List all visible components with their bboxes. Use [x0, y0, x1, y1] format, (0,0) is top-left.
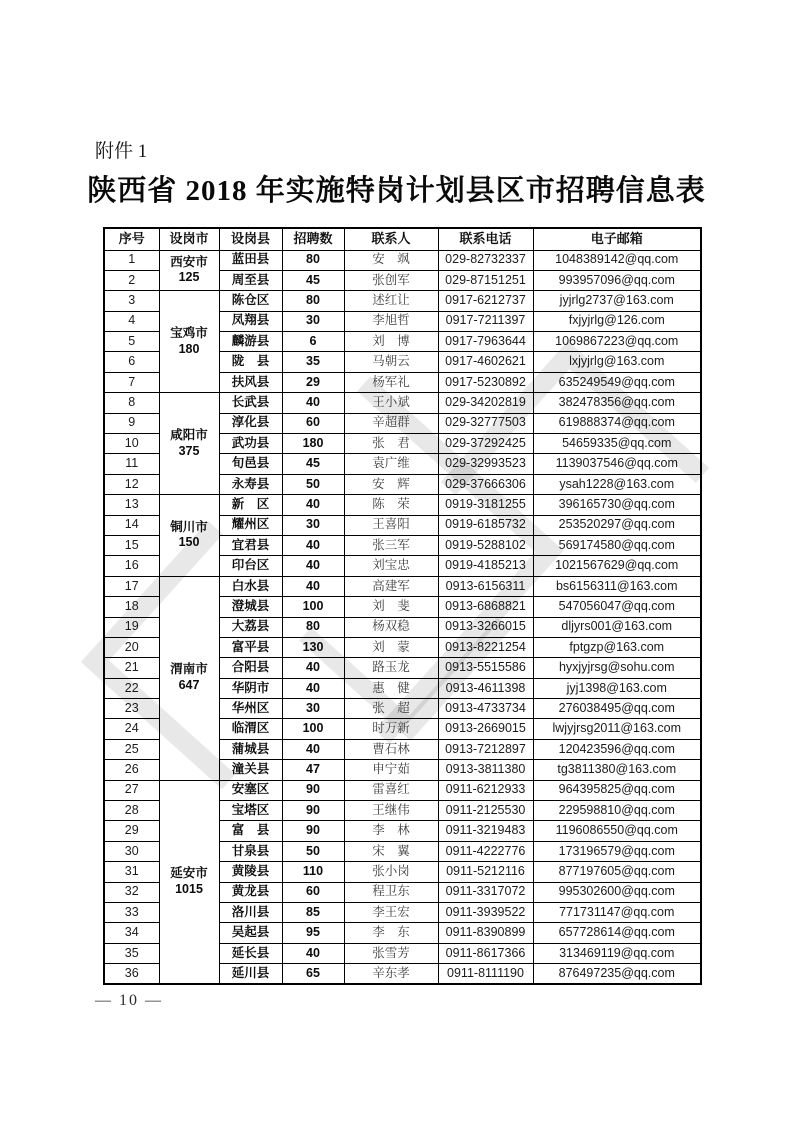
- cell-row-number: 12: [104, 474, 159, 494]
- cell-contact: 王喜阳: [344, 515, 438, 535]
- cell-count: 80: [282, 291, 344, 311]
- city-total: 375: [178, 443, 200, 458]
- page-title: 陕西省 2018 年实施特岗计划县区市招聘信息表: [87, 175, 706, 207]
- cell-phone: 0919-5288102: [438, 535, 533, 555]
- cell-email: hyxjyjrsg@sohu.com: [533, 658, 701, 678]
- cell-row-number: 22: [104, 678, 159, 698]
- cell-county: 蓝田县: [219, 250, 282, 270]
- cell-email: lwjyjrsg2011@163.com: [533, 719, 701, 739]
- cell-phone: 0911-2125530: [438, 801, 533, 821]
- cell-phone: 0911-8617366: [438, 943, 533, 963]
- cell-contact: 李 东: [344, 923, 438, 943]
- cell-contact: 张 君: [344, 434, 438, 454]
- cell-phone: 0913-7212897: [438, 739, 533, 759]
- header-phone: 联系电话: [438, 228, 533, 250]
- cell-phone: 0913-6868821: [438, 597, 533, 617]
- cell-email: fptgzp@163.com: [533, 637, 701, 657]
- cell-row-number: 3: [104, 291, 159, 311]
- cell-count: 50: [282, 474, 344, 494]
- cell-count: 90: [282, 821, 344, 841]
- cell-city-group: [159, 495, 219, 577]
- cell-contact: 王小斌: [344, 393, 438, 413]
- city-total: 150: [178, 535, 200, 550]
- cell-email: 635249549@qq.com: [533, 372, 701, 392]
- cell-phone: 0911-3317072: [438, 882, 533, 902]
- city-total: 180: [178, 341, 200, 356]
- cell-row-number: 9: [104, 413, 159, 433]
- cell-count: 6: [282, 332, 344, 352]
- cell-county: 陇 县: [219, 352, 282, 372]
- cell-row-number: 29: [104, 821, 159, 841]
- cell-email: 253520297@qq.com: [533, 515, 701, 535]
- page-number: — 10 —: [95, 992, 163, 1009]
- cell-city-group: [159, 250, 219, 291]
- cell-county: 安塞区: [219, 780, 282, 800]
- cell-count: 130: [282, 637, 344, 657]
- cell-contact: 辛东孝: [344, 964, 438, 984]
- cell-contact: 张雪芳: [344, 943, 438, 963]
- cell-county: 合阳县: [219, 658, 282, 678]
- table-row: [104, 250, 701, 270]
- cell-contact: 安 飒: [344, 250, 438, 270]
- cell-row-number: 20: [104, 637, 159, 657]
- cell-contact: 辛超群: [344, 413, 438, 433]
- cell-contact: 王继伟: [344, 801, 438, 821]
- city-name: 延安市: [170, 866, 208, 881]
- cell-count: 90: [282, 801, 344, 821]
- cell-email: 54659335@qq.com: [533, 434, 701, 454]
- cell-contact: 袁广维: [344, 454, 438, 474]
- city-name: 铜川市: [170, 519, 208, 534]
- cell-phone: 029-32993523: [438, 454, 533, 474]
- cell-phone: 0911-8111190: [438, 964, 533, 984]
- cell-city-group: [159, 576, 219, 780]
- cell-county: 淳化县: [219, 413, 282, 433]
- table-row: [104, 495, 701, 515]
- cell-contact: 杨军礼: [344, 372, 438, 392]
- cell-contact: 李王宏: [344, 903, 438, 923]
- cell-phone: 0913-3266015: [438, 617, 533, 637]
- cell-county: 潼关县: [219, 760, 282, 780]
- cell-contact: 刘 蒙: [344, 637, 438, 657]
- cell-county: 富平县: [219, 637, 282, 657]
- city-total: 125: [178, 270, 200, 285]
- cell-phone: 029-82732337: [438, 250, 533, 270]
- attachment-label: 附件 1: [95, 141, 148, 162]
- cell-row-number: 33: [104, 903, 159, 923]
- cell-count: 45: [282, 454, 344, 474]
- table-row: [104, 576, 701, 596]
- cell-contact: 申宁茹: [344, 760, 438, 780]
- cell-phone: 0917-5230892: [438, 372, 533, 392]
- cell-county: 凤翔县: [219, 311, 282, 331]
- cell-contact: 刘 斐: [344, 597, 438, 617]
- cell-row-number: 24: [104, 719, 159, 739]
- table-row: [104, 393, 701, 413]
- cell-count: 40: [282, 576, 344, 596]
- cell-row-number: 15: [104, 535, 159, 555]
- cell-phone: 0913-4733734: [438, 699, 533, 719]
- cell-count: 65: [282, 964, 344, 984]
- cell-county: 白水县: [219, 576, 282, 596]
- cell-county: 延长县: [219, 943, 282, 963]
- cell-county: 宝塔区: [219, 801, 282, 821]
- cell-count: 40: [282, 739, 344, 759]
- cell-contact: 张创军: [344, 270, 438, 290]
- cell-county: 蒲城县: [219, 739, 282, 759]
- cell-phone: 0919-4185213: [438, 556, 533, 576]
- cell-count: 95: [282, 923, 344, 943]
- cell-county: 新 区: [219, 495, 282, 515]
- cell-phone: 0917-7963644: [438, 332, 533, 352]
- cell-contact: 刘宝忠: [344, 556, 438, 576]
- cell-row-number: 2: [104, 270, 159, 290]
- cell-count: 40: [282, 658, 344, 678]
- cell-county: 吴起县: [219, 923, 282, 943]
- cell-email: 173196579@qq.com: [533, 841, 701, 861]
- cell-email: 569174580@qq.com: [533, 535, 701, 555]
- city-name: 渭南市: [170, 662, 208, 677]
- cell-contact: 时万新: [344, 719, 438, 739]
- cell-count: 60: [282, 413, 344, 433]
- cell-row-number: 36: [104, 964, 159, 984]
- cell-count: 30: [282, 699, 344, 719]
- cell-row-number: 8: [104, 393, 159, 413]
- cell-count: 30: [282, 515, 344, 535]
- cell-phone: 0917-6212737: [438, 291, 533, 311]
- cell-county: 永寿县: [219, 474, 282, 494]
- cell-count: 90: [282, 780, 344, 800]
- cell-email: 1021567629@qq.com: [533, 556, 701, 576]
- cell-email: 995302600@qq.com: [533, 882, 701, 902]
- cell-email: 657728614@qq.com: [533, 923, 701, 943]
- cell-city-group: [159, 291, 219, 393]
- table-row: [104, 291, 701, 311]
- cell-email: 1139037546@qq.com: [533, 454, 701, 474]
- cell-email: dljyrs001@163.com: [533, 617, 701, 637]
- cell-count: 60: [282, 882, 344, 902]
- cell-count: 29: [282, 372, 344, 392]
- cell-count: 35: [282, 352, 344, 372]
- cell-contact: 安 辉: [344, 474, 438, 494]
- cell-county: 甘泉县: [219, 841, 282, 861]
- cell-row-number: 7: [104, 372, 159, 392]
- cell-phone: 0917-4602621: [438, 352, 533, 372]
- cell-contact: 述红让: [344, 291, 438, 311]
- cell-count: 110: [282, 862, 344, 882]
- cell-contact: 张 超: [344, 699, 438, 719]
- cell-phone: 029-37666306: [438, 474, 533, 494]
- cell-count: 30: [282, 311, 344, 331]
- cell-row-number: 30: [104, 841, 159, 861]
- cell-contact: 陈 荣: [344, 495, 438, 515]
- cell-email: 876497235@qq.com: [533, 964, 701, 984]
- cell-county: 澄城县: [219, 597, 282, 617]
- header-no: 序号: [104, 228, 159, 250]
- cell-row-number: 35: [104, 943, 159, 963]
- cell-county: 旬邑县: [219, 454, 282, 474]
- cell-county: 陈仓区: [219, 291, 282, 311]
- cell-phone: 0913-5515586: [438, 658, 533, 678]
- cell-phone: 0911-8390899: [438, 923, 533, 943]
- cell-email: 547056047@qq.com: [533, 597, 701, 617]
- cell-contact: 张三军: [344, 535, 438, 555]
- cell-row-number: 11: [104, 454, 159, 474]
- table-body: [104, 250, 701, 984]
- cell-email: 619888374@qq.com: [533, 413, 701, 433]
- cell-count: 80: [282, 250, 344, 270]
- cell-city-group: [159, 393, 219, 495]
- cell-email: 771731147@qq.com: [533, 903, 701, 923]
- cell-row-number: 4: [104, 311, 159, 331]
- cell-row-number: 25: [104, 739, 159, 759]
- cell-phone: 0913-6156311: [438, 576, 533, 596]
- cell-email: 120423596@qq.com: [533, 739, 701, 759]
- cell-city-group: [159, 780, 219, 984]
- cell-county: 武功县: [219, 434, 282, 454]
- cell-row-number: 14: [104, 515, 159, 535]
- cell-row-number: 18: [104, 597, 159, 617]
- cell-contact: 惠 健: [344, 678, 438, 698]
- cell-county: 延川县: [219, 964, 282, 984]
- cell-phone: 0913-2669015: [438, 719, 533, 739]
- cell-count: 50: [282, 841, 344, 861]
- header-city: 设岗市: [159, 228, 219, 250]
- cell-county: 洛川县: [219, 903, 282, 923]
- cell-email: fxjyjrlg@126.com: [533, 311, 701, 331]
- cell-email: 964395825@qq.com: [533, 780, 701, 800]
- cell-row-number: 27: [104, 780, 159, 800]
- cell-count: 80: [282, 617, 344, 637]
- cell-count: 40: [282, 556, 344, 576]
- cell-email: ysah1228@163.com: [533, 474, 701, 494]
- cell-phone: 029-87151251: [438, 270, 533, 290]
- cell-county: 大荔县: [219, 617, 282, 637]
- cell-phone: 029-37292425: [438, 434, 533, 454]
- cell-row-number: 19: [104, 617, 159, 637]
- cell-count: 100: [282, 597, 344, 617]
- cell-phone: 029-34202819: [438, 393, 533, 413]
- cell-phone: 0911-6212933: [438, 780, 533, 800]
- cell-contact: 程卫东: [344, 882, 438, 902]
- city-total: 1015: [175, 881, 203, 896]
- cell-email: tg3811380@163.com: [533, 760, 701, 780]
- cell-row-number: 6: [104, 352, 159, 372]
- table-header-row: [104, 228, 701, 250]
- recruitment-table: [103, 227, 702, 985]
- cell-row-number: 13: [104, 495, 159, 515]
- cell-county: 印台区: [219, 556, 282, 576]
- cell-contact: 马朝云: [344, 352, 438, 372]
- cell-count: 40: [282, 393, 344, 413]
- cell-contact: 高建军: [344, 576, 438, 596]
- cell-count: 100: [282, 719, 344, 739]
- cell-county: 黄龙县: [219, 882, 282, 902]
- cell-email: bs6156311@163.com: [533, 576, 701, 596]
- cell-county: 临渭区: [219, 719, 282, 739]
- cell-county: 黄陵县: [219, 862, 282, 882]
- cell-phone: 0913-8221254: [438, 637, 533, 657]
- city-name: 西安市: [170, 254, 208, 269]
- cell-contact: 宋 翼: [344, 841, 438, 861]
- cell-phone: 0917-7211397: [438, 311, 533, 331]
- cell-row-number: 16: [104, 556, 159, 576]
- cell-county: 华州区: [219, 699, 282, 719]
- cell-contact: 雷喜红: [344, 780, 438, 800]
- header-email: 电子邮箱: [533, 228, 701, 250]
- cell-count: 40: [282, 535, 344, 555]
- cell-email: jyjrlg2737@163.com: [533, 291, 701, 311]
- cell-contact: 刘 博: [344, 332, 438, 352]
- cell-phone: 0919-6185732: [438, 515, 533, 535]
- cell-county: 长武县: [219, 393, 282, 413]
- cell-phone: 0911-4222776: [438, 841, 533, 861]
- cell-contact: 李 林: [344, 821, 438, 841]
- cell-row-number: 1: [104, 250, 159, 270]
- cell-phone: 0913-4611398: [438, 678, 533, 698]
- cell-count: 40: [282, 678, 344, 698]
- cell-email: 1069867223@qq.com: [533, 332, 701, 352]
- cell-row-number: 28: [104, 801, 159, 821]
- cell-email: jyj1398@163.com: [533, 678, 701, 698]
- cell-email: 313469119@qq.com: [533, 943, 701, 963]
- cell-phone: 0911-3939522: [438, 903, 533, 923]
- city-total: 647: [178, 678, 200, 693]
- cell-email: 1196086550@qq.com: [533, 821, 701, 841]
- cell-row-number: 21: [104, 658, 159, 678]
- cell-email: lxjyjrlg@163.com: [533, 352, 701, 372]
- cell-email: 396165730@qq.com: [533, 495, 701, 515]
- cell-county: 耀州区: [219, 515, 282, 535]
- cell-row-number: 31: [104, 862, 159, 882]
- cell-row-number: 34: [104, 923, 159, 943]
- city-name: 宝鸡市: [170, 326, 208, 340]
- cell-row-number: 32: [104, 882, 159, 902]
- cell-email: 229598810@qq.com: [533, 801, 701, 821]
- cell-count: 180: [282, 434, 344, 454]
- cell-count: 45: [282, 270, 344, 290]
- cell-row-number: 23: [104, 699, 159, 719]
- cell-county: 麟游县: [219, 332, 282, 352]
- cell-phone: 029-32777503: [438, 413, 533, 433]
- cell-row-number: 17: [104, 576, 159, 596]
- cell-count: 47: [282, 760, 344, 780]
- cell-phone: 0911-5212116: [438, 862, 533, 882]
- city-name: 咸阳市: [170, 427, 208, 442]
- cell-email: 877197605@qq.com: [533, 862, 701, 882]
- cell-count: 40: [282, 495, 344, 515]
- cell-email: 993957096@qq.com: [533, 270, 701, 290]
- cell-email: 276038495@qq.com: [533, 699, 701, 719]
- header-count: 招聘数: [282, 228, 344, 250]
- cell-county: 周至县: [219, 270, 282, 290]
- header-contact: 联系人: [344, 228, 438, 250]
- cell-county: 富 县: [219, 821, 282, 841]
- cell-row-number: 5: [104, 332, 159, 352]
- cell-email: 1048389142@qq.com: [533, 250, 701, 270]
- cell-contact: 杨双稳: [344, 617, 438, 637]
- cell-email: 382478356@qq.com: [533, 393, 701, 413]
- cell-county: 扶风县: [219, 372, 282, 392]
- cell-contact: 张小岗: [344, 862, 438, 882]
- cell-count: 40: [282, 943, 344, 963]
- cell-contact: 曹石林: [344, 739, 438, 759]
- cell-phone: 0913-3811380: [438, 760, 533, 780]
- cell-count: 85: [282, 903, 344, 923]
- cell-contact: 路玉龙: [344, 658, 438, 678]
- cell-phone: 0919-3181255: [438, 495, 533, 515]
- cell-row-number: 10: [104, 434, 159, 454]
- header-county: 设岗县: [219, 228, 282, 250]
- cell-county: 宜君县: [219, 535, 282, 555]
- cell-county: 华阴市: [219, 678, 282, 698]
- cell-contact: 李旭哲: [344, 311, 438, 331]
- table-row: [104, 780, 701, 800]
- cell-row-number: 26: [104, 760, 159, 780]
- cell-phone: 0911-3219483: [438, 821, 533, 841]
